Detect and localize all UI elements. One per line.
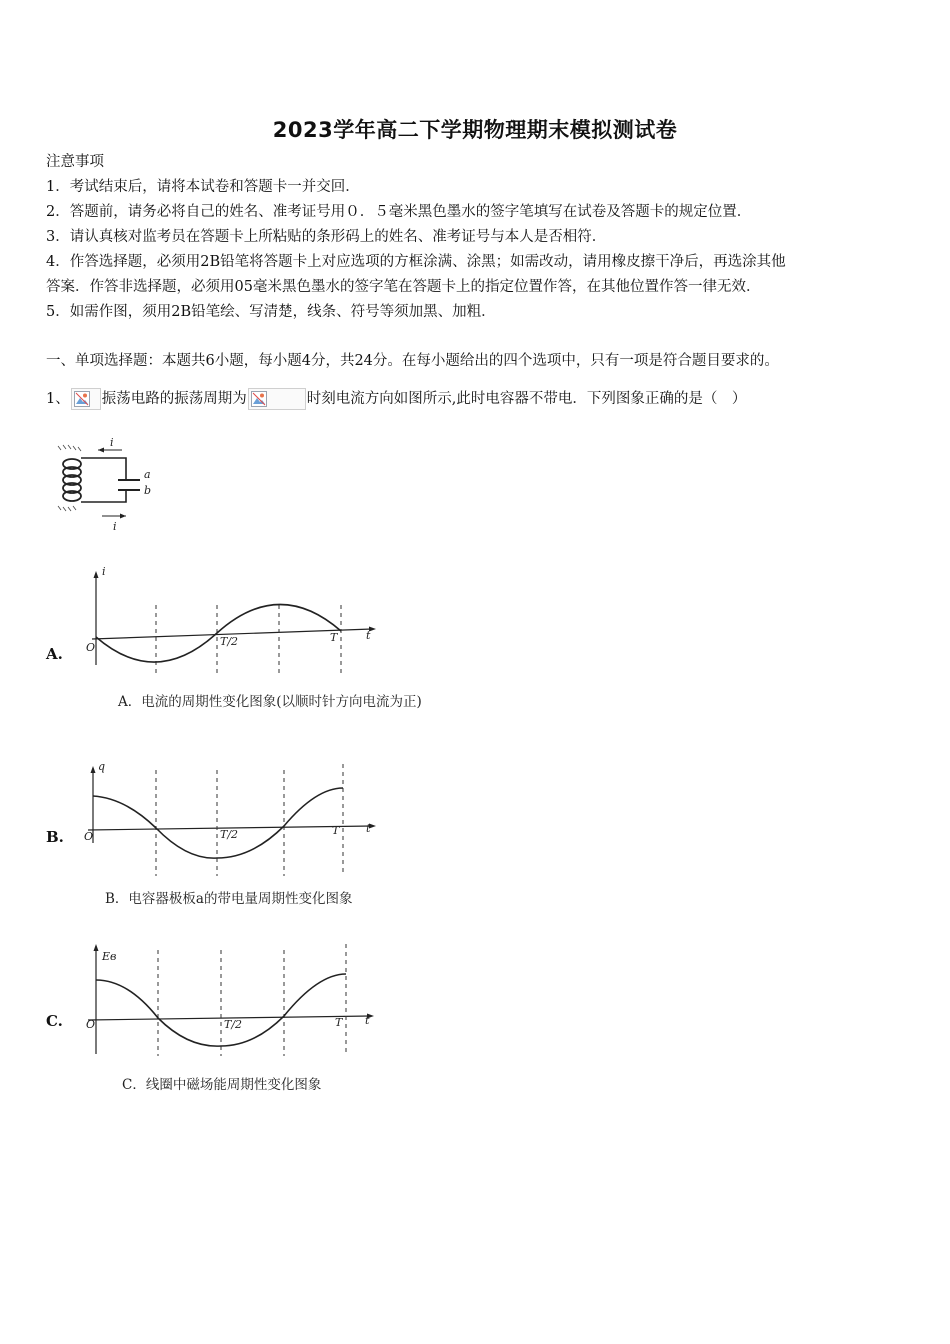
option-c-origin-label: O [86, 1018, 96, 1031]
option-a-origin-label: O [86, 641, 96, 654]
notice-heading: 注意事项 [46, 154, 104, 170]
notice-item: 答案．作答非选择题，必须用05毫米黑色墨水的签字笔在答题卡上的指定位置作答，在其他位置作答一律无效． [46, 279, 761, 295]
broken-image-icon [248, 388, 306, 410]
circuit-current-label: i [113, 520, 117, 533]
option-b-t-axis-label: t [366, 822, 371, 835]
option-c-y-axis-label: Eв [102, 950, 117, 963]
option-b-caption: B．电容器极板a的带电量周期性变化图象 [105, 891, 353, 907]
option-b-label: B. [46, 828, 64, 846]
notice-item: 4．作答选择题，必须用2B铅笔将答题卡上对应选项的方框涂满、涂黑；如需改动，请用橡皮擦干净后，再选涂其他 [46, 254, 786, 270]
option-c-label: C. [46, 1012, 63, 1030]
notice-item: 5．如需作图，须用2B铅笔绘、写清楚，线条、符号等须加黑、加粗． [46, 304, 496, 320]
option-c-graph [78, 936, 383, 1061]
page-title: 2023学年高二下学期物理期末模拟测试卷 [272, 118, 678, 142]
circuit-current-label: i [110, 436, 114, 449]
option-b-half-period-label: T/2 [220, 828, 239, 841]
option-c-t-axis-label: t [365, 1014, 370, 1027]
question-text-part1: 振荡电路的振荡周期为 [101, 391, 247, 407]
option-b-origin-label: O [84, 830, 94, 843]
question-text-part2: 时刻电流方向如图所示,此时电容器不带电．下列图象正确的是（ ） [306, 391, 747, 407]
section-heading: 一、单项选择题：本题共6小题，每小题4分，共24分。在每小题给出的四个选项中，只有一项是符合题目要求的。 [46, 353, 779, 369]
option-b-period-label: T [332, 824, 340, 837]
notice-block [46, 150, 906, 325]
option-a-t-axis-label: t [366, 629, 371, 642]
option-a-half-period-label: T/2 [220, 635, 239, 648]
option-a-label: A. [46, 645, 63, 663]
notice-item: 3．请认真核对监考员在答题卡上所粘贴的条形码上的姓名、准考证号与本人是否相符． [46, 229, 607, 245]
notice-item: 2．答题前，请务必将自己的姓名、准考证号用０．５毫米黑色墨水的签字笔填写在试卷及答题卡的规定位置． [46, 204, 752, 220]
plate-b-label: b [144, 484, 152, 497]
lc-circuit-diagram [50, 436, 165, 536]
option-c-caption: C．线圈中磁场能周期性变化图象 [122, 1077, 322, 1093]
option-a-caption: A．电流的周期性变化图象(以顺时针方向电流为正) [118, 694, 422, 710]
option-b-graph [80, 758, 385, 883]
option-a-graph [80, 565, 385, 675]
option-a-period-label: T [330, 631, 338, 644]
option-a-y-axis-label: i [102, 565, 106, 578]
question-1 [46, 384, 746, 414]
option-b-y-axis-label: q [98, 760, 106, 773]
option-b-curve [93, 788, 343, 858]
current-arrow-icon [120, 514, 126, 519]
option-a-curve [96, 604, 341, 662]
broken-image-icon [71, 388, 101, 410]
option-c-half-period-label: T/2 [224, 1018, 243, 1031]
notice-item: 1．考试结束后，请将本试卷和答题卡一并交回． [46, 179, 360, 195]
plate-a-label: a [144, 468, 151, 481]
inductor-coil [63, 459, 81, 501]
option-c-period-label: T [335, 1016, 343, 1029]
question-number: 1、 [46, 391, 70, 407]
current-arrow-icon [98, 448, 104, 453]
